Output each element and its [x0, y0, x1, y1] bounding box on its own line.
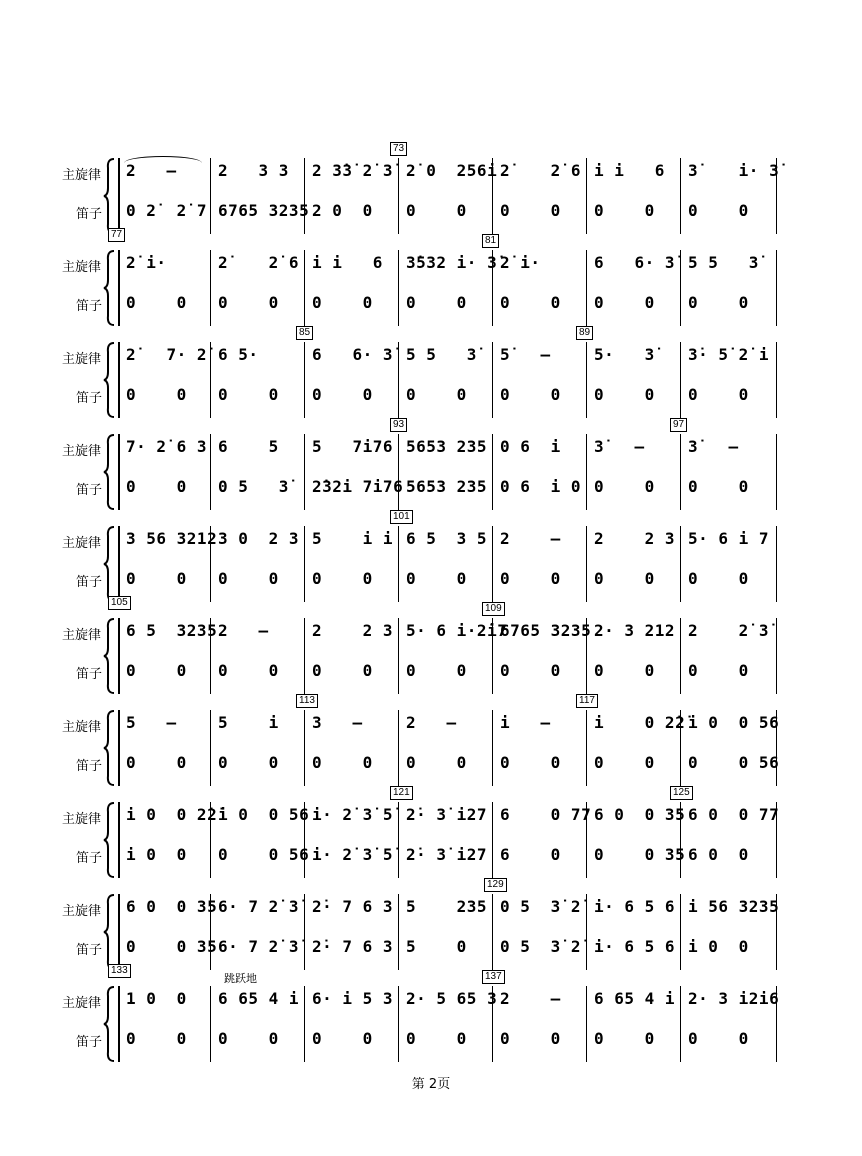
- measure-notes: 0 0: [312, 753, 373, 772]
- measure-notes: 3̇ i· 3̇: [688, 161, 780, 180]
- score-system: [0, 511, 862, 604]
- measure-notes: 5 7i76: [312, 437, 394, 456]
- melody-staff: [0, 712, 862, 734]
- flute-staff: [0, 384, 862, 406]
- measure-notes: 0 0 35: [594, 845, 686, 864]
- measure-notes: 2̇ 0 256i: [406, 161, 498, 180]
- measure-notes: 2· 3 i2i6: [688, 989, 780, 1008]
- part-label-melody: 主旋律: [62, 260, 102, 275]
- flute-staff: [0, 752, 862, 774]
- measure-notes: 2· 3 212: [594, 621, 676, 640]
- measure-number: 109: [482, 602, 505, 616]
- measure-notes: 0 0: [500, 661, 561, 680]
- part-label-flute: 笛子: [76, 851, 103, 866]
- measure-notes: 0 0: [406, 385, 467, 404]
- measure-notes: 5· 3̇: [594, 345, 655, 364]
- measure-notes: 5 i i: [312, 529, 394, 548]
- measure-notes: 0 0: [312, 661, 373, 680]
- measure-notes: 0 0: [312, 385, 373, 404]
- measure-notes: 5· 6 i 7: [688, 529, 770, 548]
- measure-notes: 2 —: [126, 161, 177, 180]
- measure-notes: 0 0: [126, 293, 187, 312]
- measure-notes: 0 6 i: [500, 437, 561, 456]
- measure-number: 81: [482, 234, 499, 248]
- melody-staff: [0, 160, 862, 182]
- measure-notes: 0 0: [218, 293, 279, 312]
- part-label-flute: 笛子: [76, 483, 103, 498]
- measure-notes: 0 0: [500, 385, 561, 404]
- score-system: [0, 879, 862, 972]
- measure-notes: 2̇ 2̇ 6: [218, 253, 300, 272]
- measure-notes: 6 6· 3̇: [312, 345, 394, 364]
- part-label-flute: 笛子: [76, 391, 103, 406]
- measure-notes: 0 0: [218, 1029, 279, 1048]
- measure-number: 137: [482, 970, 505, 984]
- measure-notes: 0 0: [688, 201, 749, 220]
- melody-staff: [0, 804, 862, 826]
- part-label-flute: 笛子: [76, 1035, 103, 1050]
- part-label-melody: 主旋律: [62, 996, 102, 1011]
- measure-notes: 2 —: [218, 621, 269, 640]
- flute-staff: [0, 568, 862, 590]
- measure-notes: 0 0: [688, 293, 749, 312]
- measure-number: 121: [390, 786, 413, 800]
- measure-notes: 2 —: [406, 713, 457, 732]
- measure-number: 101: [390, 510, 413, 524]
- measure-number: 113: [296, 694, 318, 708]
- measure-notes: 0 0: [594, 661, 655, 680]
- measure-notes: 0 0: [594, 293, 655, 312]
- measure-notes: 2 —: [500, 989, 561, 1008]
- measure-notes: i 0 0: [688, 937, 749, 956]
- measure-notes: 2 —: [500, 529, 561, 548]
- score-system: [0, 695, 862, 788]
- flute-staff: [0, 660, 862, 682]
- measure-notes: 5653 235: [406, 477, 488, 496]
- score-system: [0, 965, 862, 1064]
- flute-staff: [0, 292, 862, 314]
- measure-notes: 0 0: [594, 477, 655, 496]
- measure-notes: 0 0: [594, 385, 655, 404]
- measure-notes: 0 0: [688, 661, 749, 680]
- measure-notes: 5 —: [126, 713, 177, 732]
- measure-number: 77: [108, 228, 125, 242]
- measure-notes: 5 5 3̇: [406, 345, 477, 364]
- melody-staff: [0, 896, 862, 918]
- measure-notes: 0 0: [688, 477, 749, 496]
- part-label-melody: 主旋律: [62, 628, 102, 643]
- measure-notes: 0 0 56: [688, 753, 780, 772]
- measure-notes: 5· 6 i·2̇i7: [406, 621, 508, 640]
- part-label-flute: 笛子: [76, 207, 103, 222]
- measure-notes: 0 0: [688, 385, 749, 404]
- melody-staff: [0, 344, 862, 366]
- measure-notes: 0 0: [500, 293, 561, 312]
- score-system: [0, 229, 862, 328]
- measure-number: 125: [670, 786, 693, 800]
- measure-notes: 0 0: [594, 753, 655, 772]
- flute-staff: [0, 200, 862, 222]
- measure-notes: 3̇ —: [594, 437, 645, 456]
- measure-notes: 6 5: [218, 437, 279, 456]
- melody-staff: [0, 528, 862, 550]
- measure-notes: 2̇32i 7i76: [312, 477, 404, 496]
- measure-notes: 0 0: [500, 753, 561, 772]
- measure-notes: 5 235: [406, 897, 488, 916]
- measure-notes: 6 5 3235: [126, 621, 218, 640]
- measure-notes: 5653 235: [406, 437, 488, 456]
- measure-notes: 2̇· 3̇ i27: [406, 805, 488, 824]
- measure-notes: 0 0: [688, 1029, 749, 1048]
- measure-number: 93: [390, 418, 407, 432]
- measure-notes: 0 6 i 0: [500, 477, 582, 496]
- part-label-melody: 主旋律: [62, 720, 102, 735]
- measure-notes: 1 0 0: [126, 989, 187, 1008]
- measure-notes: 0 0: [594, 201, 655, 220]
- measure-notes: 6 0: [500, 845, 561, 864]
- measure-notes: 2̇· 3̇ i27: [406, 845, 488, 864]
- measure-notes: 2 3 3: [218, 161, 289, 180]
- measure-number: 129: [484, 878, 507, 892]
- page-footer: 第 2页: [411, 1077, 451, 1092]
- flute-staff: [0, 936, 862, 958]
- measure-notes: 5 i: [218, 713, 279, 732]
- measure-notes: 6 5 3 5: [406, 529, 488, 548]
- score-system: [0, 143, 862, 236]
- measure-notes: 2̇ 7· 2̇: [126, 345, 208, 364]
- measure-number: 105: [108, 596, 131, 610]
- measure-notes: 6· 7 2̇ 3̇: [218, 897, 300, 916]
- measure-notes: 0 0: [126, 661, 187, 680]
- measure-notes: i 0 2̇2̇: [594, 713, 686, 732]
- measure-notes: i· 2̇ 3̇ 5̇: [312, 845, 394, 864]
- measure-notes: 0 0: [406, 661, 467, 680]
- measure-notes: 0 2̇ 2̇ 7: [126, 201, 208, 220]
- measure-notes: i i 6: [312, 253, 383, 272]
- measure-notes: 5 0: [406, 937, 467, 956]
- melody-staff: [0, 252, 862, 274]
- measure-notes: i —: [500, 713, 551, 732]
- measure-number: 117: [576, 694, 598, 708]
- measure-notes: 0 0: [218, 385, 279, 404]
- measure-notes: 6 5·: [218, 345, 259, 364]
- measure-notes: 3̇532 i· 3̇: [406, 253, 498, 272]
- measure-notes: 6 0 0 35: [126, 897, 218, 916]
- measure-notes: 6 0 0 77: [688, 805, 780, 824]
- measure-number: 73: [390, 142, 407, 156]
- measure-notes: 0 0: [406, 569, 467, 588]
- part-label-melody: 主旋律: [62, 812, 102, 827]
- part-label-flute: 笛子: [76, 575, 103, 590]
- measure-notes: 2· 5 65 3: [406, 989, 498, 1008]
- measure-notes: 6765 3235: [500, 621, 592, 640]
- measure-notes: 0 0: [406, 753, 467, 772]
- measure-notes: 6· i 5 3: [312, 989, 394, 1008]
- flute-staff: [0, 1028, 862, 1050]
- score-system: [0, 327, 862, 420]
- measure-notes: 0 0: [594, 1029, 655, 1048]
- measure-notes: 6 6· 3̇: [594, 253, 676, 272]
- part-label-flute: 笛子: [76, 667, 103, 682]
- measure-notes: 0 0: [500, 201, 561, 220]
- measure-notes: 0 0: [126, 1029, 187, 1048]
- measure-notes: i 0 0 56: [688, 713, 780, 732]
- measure-notes: i 0 0 2̇2̇: [126, 805, 218, 824]
- measure-notes: 3 —: [312, 713, 363, 732]
- measure-notes: i 0 0: [126, 845, 187, 864]
- measure-notes: i i 6: [594, 161, 665, 180]
- measure-number: 89: [576, 326, 593, 340]
- flute-staff: [0, 476, 862, 498]
- part-label-melody: 主旋律: [62, 168, 102, 183]
- melody-staff: [0, 620, 862, 642]
- measure-notes: i· 2̇ 3̇ 5̇: [312, 805, 394, 824]
- measure-number: 133: [108, 964, 131, 978]
- measure-notes: 6· 7 2̇ 3̇: [218, 937, 300, 956]
- part-label-flute: 笛子: [76, 759, 103, 774]
- part-label-flute: 笛子: [76, 299, 103, 314]
- measure-notes: 2̇ i·: [126, 253, 167, 272]
- slur: [124, 156, 202, 163]
- measure-notes: 3̇ —: [688, 437, 739, 456]
- measure-notes: 7· 2̇ 6 3: [126, 437, 208, 456]
- score-system: [0, 419, 862, 512]
- measure-notes: 2 2̇ 3̇: [688, 621, 770, 640]
- score-system: [0, 597, 862, 696]
- measure-notes: 2 2 3: [312, 621, 394, 640]
- measure-notes: 3 56 3212: [126, 529, 218, 548]
- measure-notes: 0 0: [218, 661, 279, 680]
- measure-notes: i· 6 5 6: [594, 897, 676, 916]
- measure-notes: 0 0: [688, 569, 749, 588]
- measure-notes: 0 0 56: [218, 845, 310, 864]
- measure-notes: 6 0 0: [688, 845, 749, 864]
- part-label-melody: 主旋律: [62, 352, 102, 367]
- measure-notes: 2 0 0: [312, 201, 373, 220]
- measure-notes: 0 0: [406, 201, 467, 220]
- flute-staff: [0, 844, 862, 866]
- measure-notes: 0 0: [312, 1029, 373, 1048]
- measure-notes: i 56 3235: [688, 897, 780, 916]
- measure-notes: 0 0: [500, 569, 561, 588]
- measure-notes: 0 0: [126, 477, 187, 496]
- measure-notes: 0 0: [312, 293, 373, 312]
- measure-notes: 6765 3235: [218, 201, 310, 220]
- measure-notes: 0 0 35: [126, 937, 218, 956]
- measure-notes: 0 0: [126, 753, 187, 772]
- measure-notes: 0 0: [406, 293, 467, 312]
- measure-notes: 2̇ 2̇ 6: [500, 161, 582, 180]
- measure-number: 85: [296, 326, 313, 340]
- part-label-melody: 主旋律: [62, 904, 102, 919]
- part-label-melody: 主旋律: [62, 444, 102, 459]
- measure-notes: 3̇· 5̇ 2̇ i: [688, 345, 770, 364]
- measure-notes: 0 5 3̇ 2̇: [500, 897, 582, 916]
- measure-notes: 5̇ —: [500, 345, 551, 364]
- measure-notes: 0 0: [406, 1029, 467, 1048]
- measure-notes: i 0 0 56: [218, 805, 310, 824]
- measure-notes: 6 0 0 35: [594, 805, 686, 824]
- part-label-flute: 笛子: [76, 943, 103, 958]
- measure-notes: 0 0: [218, 569, 279, 588]
- measure-notes: 0 5 3̇ 2̇: [500, 937, 582, 956]
- measure-notes: 0 0: [500, 1029, 561, 1048]
- measure-notes: 0 0: [218, 753, 279, 772]
- measure-notes: 0 0: [126, 569, 187, 588]
- measure-notes: i· 6 5 6: [594, 937, 676, 956]
- measure-notes: 2̇· 7 6 3: [312, 937, 394, 956]
- measure-notes: 2̇ i·: [500, 253, 541, 272]
- measure-notes: 6 65 4 i: [218, 989, 300, 1008]
- measure-number: 97: [670, 418, 687, 432]
- measure-notes: 3 0 2 3: [218, 529, 300, 548]
- expression-annotation: 跳跃地: [224, 972, 257, 985]
- measure-notes: 0 5 3̇: [218, 477, 289, 496]
- part-label-melody: 主旋律: [62, 536, 102, 551]
- measure-notes: 6 65 4 i: [594, 989, 676, 1008]
- measure-notes: 0 0: [312, 569, 373, 588]
- measure-notes: 2 3̇3̇ 2̇ 3̇: [312, 161, 394, 180]
- measure-notes: 5 5 3̇: [688, 253, 759, 272]
- measure-notes: 2̇· 7 6 3: [312, 897, 394, 916]
- measure-notes: 6 0 77: [500, 805, 592, 824]
- measure-notes: 2 2 3: [594, 529, 676, 548]
- melody-staff: [0, 436, 862, 458]
- melody-staff: [0, 988, 862, 1010]
- measure-notes: 0 0: [126, 385, 187, 404]
- measure-notes: 0 0: [594, 569, 655, 588]
- score-system: [0, 787, 862, 880]
